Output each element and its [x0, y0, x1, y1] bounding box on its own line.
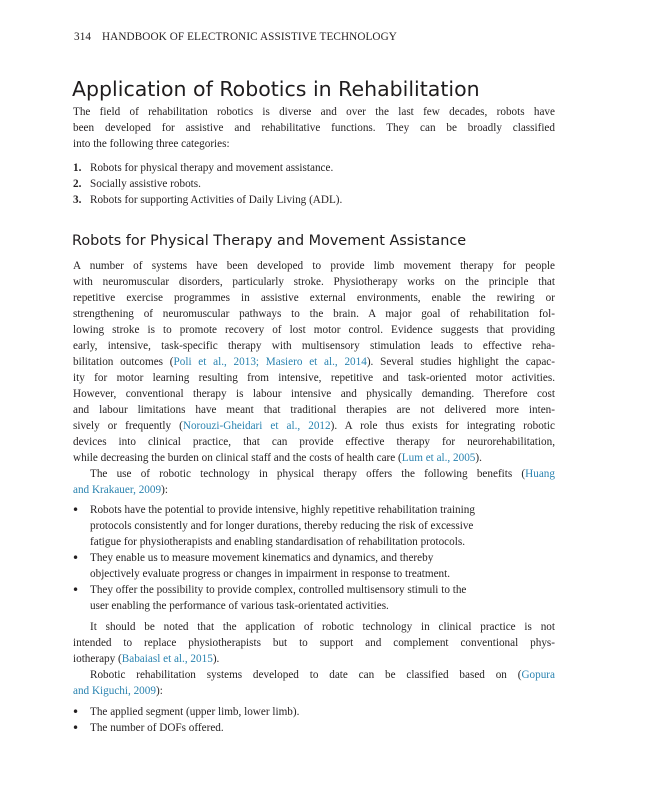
citation-link[interactable]: Poli et al., 2013; Masiero et al., 2014	[173, 356, 367, 368]
list-item: Socially assistive robots.	[90, 178, 201, 190]
body-line: early, intensive, task-specific therapy with multisensory stimulation leads to effective reha-	[73, 340, 555, 352]
citation-link[interactable]: and Krakauer, 2009	[73, 484, 162, 496]
page-number: 314	[74, 31, 92, 43]
body-line	[73, 482, 555, 498]
bullet-icon: •	[72, 503, 80, 517]
body-line: strengthening of neuromuscular pathways to the brain. A major goal of rehabilitation fol-	[73, 308, 555, 320]
body-line	[73, 354, 555, 370]
body-line: lowing stroke is to promote recovery of lost motor control. Evidence suggests that providing	[73, 324, 555, 336]
citation-link[interactable]: Norouzi-Gheidari et al., 2012	[182, 420, 331, 432]
bullet-line: Robots have the potential to provide intensive, highly repetitive rehabilitation training	[90, 504, 475, 516]
body-line: ity for motor learning resulting from intensive, repetitive and task-oriented motor activities.	[73, 372, 555, 384]
body-line	[73, 450, 555, 466]
list-item: Robots for supporting Activities of Daily Living (ADL).	[90, 194, 343, 206]
bullet-line: They enable us to measure movement kinematics and dynamics, and thereby	[90, 552, 434, 564]
citation-link[interactable]: Lum et al., 2005	[401, 452, 476, 464]
body-line	[73, 651, 555, 667]
citation-link[interactable]: and Kiguchi, 2009	[73, 685, 156, 697]
citation-link[interactable]: Gopura	[521, 669, 555, 681]
text-run: ):	[161, 484, 168, 496]
body-line: and labour limitations have meant that traditional therapies are not delivered more inten-	[73, 404, 555, 416]
body-line: intended to replace physiotherapists but to support and complement conventional phys-	[73, 637, 555, 649]
text-run: bilitation outcomes (	[73, 356, 174, 368]
bullet-icon: •	[72, 721, 80, 735]
running-title: HANDBOOK OF ELECTRONIC ASSISTIVE TECHNOLOGY	[102, 31, 397, 43]
subsection-heading: Robots for Physical Therapy and Movement Assistance	[72, 233, 467, 249]
text-run: ).	[212, 653, 220, 665]
intro-line: The field of rehabilitation robotics is diverse and over the last few decades, robots have	[73, 106, 555, 118]
body-line	[73, 418, 555, 434]
body-line: It should be noted that the application of robotic technology in clinical practice is not	[90, 621, 555, 633]
bullet-line: The applied segment (upper limb, lower limb).	[90, 706, 300, 718]
bullet-icon: •	[72, 705, 80, 719]
list-number: 2.	[73, 178, 82, 190]
bullet-line: user enabling the performance of various task-orientated activities.	[90, 600, 389, 612]
text-run: iotherapy (	[73, 653, 122, 665]
text-run: while decreasing the burden on clinical staff and the costs of health care (	[73, 452, 402, 464]
intro-line: been developed for assistive and rehabilitative functions. They can be broadly classified	[73, 122, 555, 134]
citation-link[interactable]: Babaiasl et al., 2015	[121, 653, 213, 665]
text-run: ). Several studies highlight the capac-	[366, 356, 555, 368]
bullet-icon: •	[72, 551, 80, 565]
text-run: The use of robotic technology in physical therapy offers the following benefits (	[90, 468, 526, 480]
running-header	[74, 31, 397, 43]
text-run: ). A role thus exists for integrating robotic	[330, 420, 555, 432]
body-line	[90, 466, 555, 482]
citation-link[interactable]: Huang	[525, 468, 555, 480]
bullet-line: protocols consistently and for longer durations, thereby reducing the risk of excessive	[90, 520, 474, 532]
list-number: 3.	[73, 194, 82, 206]
bullet-line: fatigue for physiotherapists and enabling standardisation of rehabilitation protocols.	[90, 536, 465, 548]
text-run: Robotic rehabilitation systems developed to date can be classified based on (	[90, 669, 522, 681]
section-heading: Application of Robotics in Rehabilitation	[72, 77, 480, 101]
text-run: sively or frequently (	[73, 420, 183, 432]
text-run: ).	[475, 452, 482, 464]
body-line: with neuromuscular disorders, particularly stroke. Physiotherapy works on the principle that	[73, 276, 555, 288]
body-line: repetitive exercise programmes in assistive external environments, enable the rewiring or	[73, 292, 555, 304]
list-item: Robots for physical therapy and movement assistance.	[90, 162, 334, 174]
bullet-line: objectively evaluate progress or changes in impairment in response to treatment.	[90, 568, 451, 580]
bullet-line: They offer the possibility to provide complex, controlled multisensory stimuli to the	[90, 584, 467, 596]
body-line	[73, 683, 555, 699]
intro-line: into the following three categories:	[73, 138, 230, 150]
bullet-line: The number of DOFs offered.	[90, 722, 224, 734]
body-line	[90, 667, 555, 683]
list-number: 1.	[73, 162, 82, 174]
body-line: However, conventional therapy is labour intensive and physically demanding. Therefore cost	[73, 388, 555, 400]
text-run: ):	[155, 685, 163, 697]
body-line: A number of systems have been developed to provide limb movement therapy for people	[73, 260, 555, 272]
body-line: devices into clinical practice, that can provide effective therapy for neurorehabilitation,	[73, 436, 555, 448]
bullet-icon: •	[72, 583, 80, 597]
